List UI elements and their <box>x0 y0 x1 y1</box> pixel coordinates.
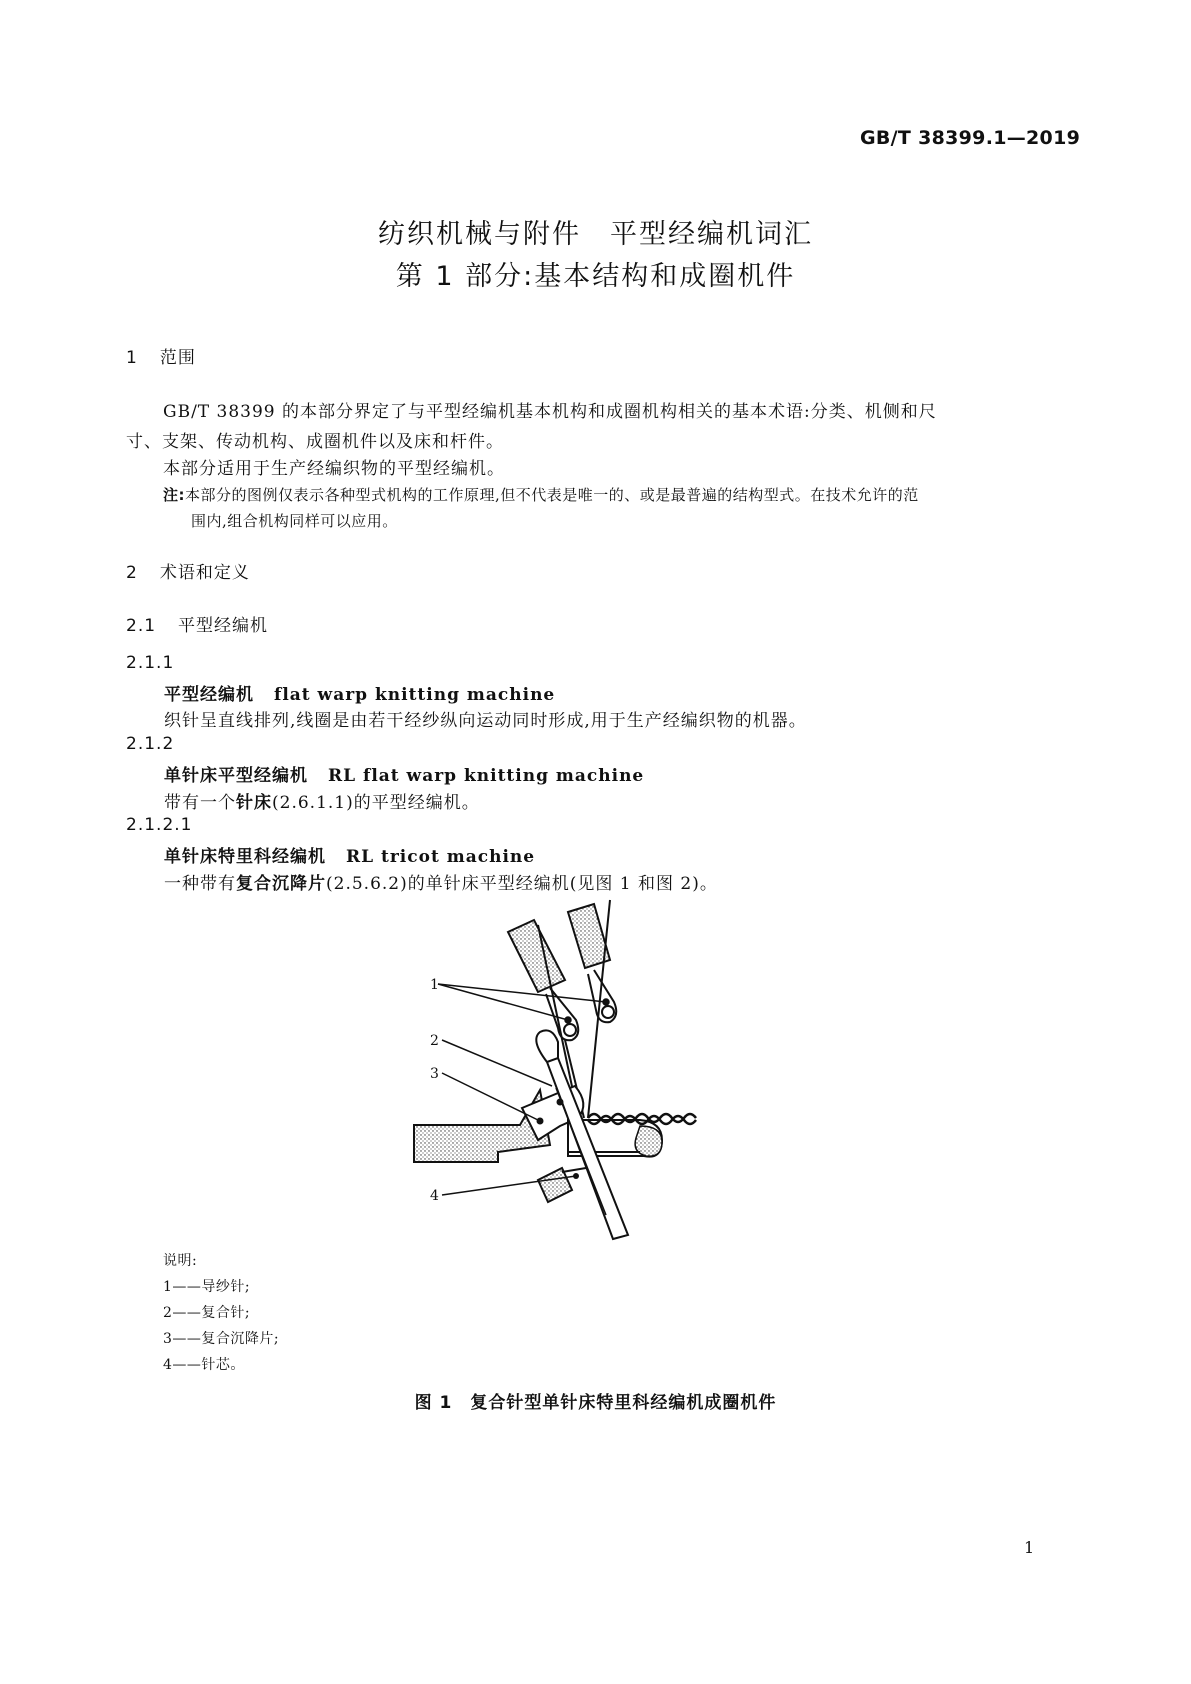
section2-number: 2 <box>126 563 138 583</box>
definition-text: 带有一个 <box>164 793 236 813</box>
term-definition: 织针呈直线排列,线圈是由若干经纱纵向运动同时形成,用于生产经编织物的机器。 <box>164 711 807 731</box>
needle-core-clamp <box>538 1168 586 1202</box>
term-name-en: flat warp knitting machine <box>274 685 556 705</box>
section1-heading <box>126 343 196 368</box>
standard-number: GB/T 38399.1—2019 <box>860 127 1081 149</box>
figure-1-diagram <box>400 890 720 1245</box>
section2-title: 术语和定义 <box>159 563 250 583</box>
document-title-line2: 第 1 部分:基本结构和成圈机件 <box>395 261 796 292</box>
term-name <box>164 761 644 786</box>
section2-heading <box>126 558 250 583</box>
guide-needle-right <box>568 904 616 1022</box>
callout-leaders <box>438 984 609 1195</box>
term-name-zh: 单针床特里科经编机 <box>164 847 326 867</box>
cross-reference: 复合沉降片 <box>236 874 326 894</box>
legend-item: 4——针芯。 <box>163 1357 245 1373</box>
definition-text: (2.6.1.1)的平型经编机。 <box>272 793 480 813</box>
term-name <box>164 842 535 867</box>
scope-paragraph-line1: GB/T 38399 的本部分界定了与平型经编机基本机构和成圈机构相关的基本术语:分类、机侧和尺 <box>163 402 937 422</box>
term-number: 2.1.1 <box>126 653 175 673</box>
term-name-zh: 单针床平型经编机 <box>164 766 308 786</box>
callout-1: 1 <box>430 977 439 993</box>
callout-4: 4 <box>430 1188 439 1204</box>
term-number: 2.1.2 <box>126 734 175 754</box>
legend-item: 1——导纱针; <box>163 1279 251 1295</box>
scope-note <box>163 481 1043 509</box>
page-number: 1 <box>1024 1538 1035 1557</box>
document-title-line1: 纺织机械与附件 平型经编机词汇 <box>378 219 813 250</box>
cross-reference: 针床 <box>236 793 272 813</box>
definition-text: (2.5.6.2)的单针床平型经编机(见图 1 和图 2)。 <box>326 874 718 894</box>
note-line1: 本部分的图例仅表示各种型式机构的工作原理,但不代表是唯一的、或是最普遍的结构型式。在技术允许的范 <box>185 486 919 504</box>
legend-title: 说明: <box>163 1253 198 1269</box>
subsection-2-1-title: 平型经编机 <box>178 616 269 636</box>
scope-paragraph-line2: 寸、支架、传动机构、成圈机件以及床和杆件。 <box>126 432 504 452</box>
term-definition <box>164 788 480 813</box>
definition-text: 一种带有 <box>164 874 236 894</box>
legend-item: 2——复合针; <box>163 1305 251 1321</box>
note-label: 注: <box>163 486 185 504</box>
callout-3: 3 <box>430 1066 439 1082</box>
term-name <box>164 680 555 705</box>
callout-2: 2 <box>430 1033 439 1049</box>
term-name-en: RL tricot machine <box>346 847 536 867</box>
callout-numbers <box>430 977 439 1204</box>
legend-item: 3——复合沉降片; <box>163 1331 280 1347</box>
section1-number: 1 <box>126 348 138 368</box>
figure-caption: 图 1 复合针型单针床特里科经编机成圈机件 <box>414 1393 777 1413</box>
section1-title: 范围 <box>159 348 196 368</box>
term-number: 2.1.2.1 <box>126 815 193 835</box>
figure-legend <box>163 1248 279 1378</box>
sinker-bed <box>414 1090 550 1162</box>
term-name-en: RL flat warp knitting machine <box>328 766 645 786</box>
scope-note-line2: 围内,组合机构同样可以应用。 <box>191 512 398 530</box>
subsection-2-1-number: 2.1 <box>126 616 157 636</box>
term-name-zh: 平型经编机 <box>164 685 254 705</box>
subsection-2-1-heading <box>126 611 268 636</box>
scope-paragraph-2: 本部分适用于生产经编织物的平型经编机。 <box>163 459 505 479</box>
